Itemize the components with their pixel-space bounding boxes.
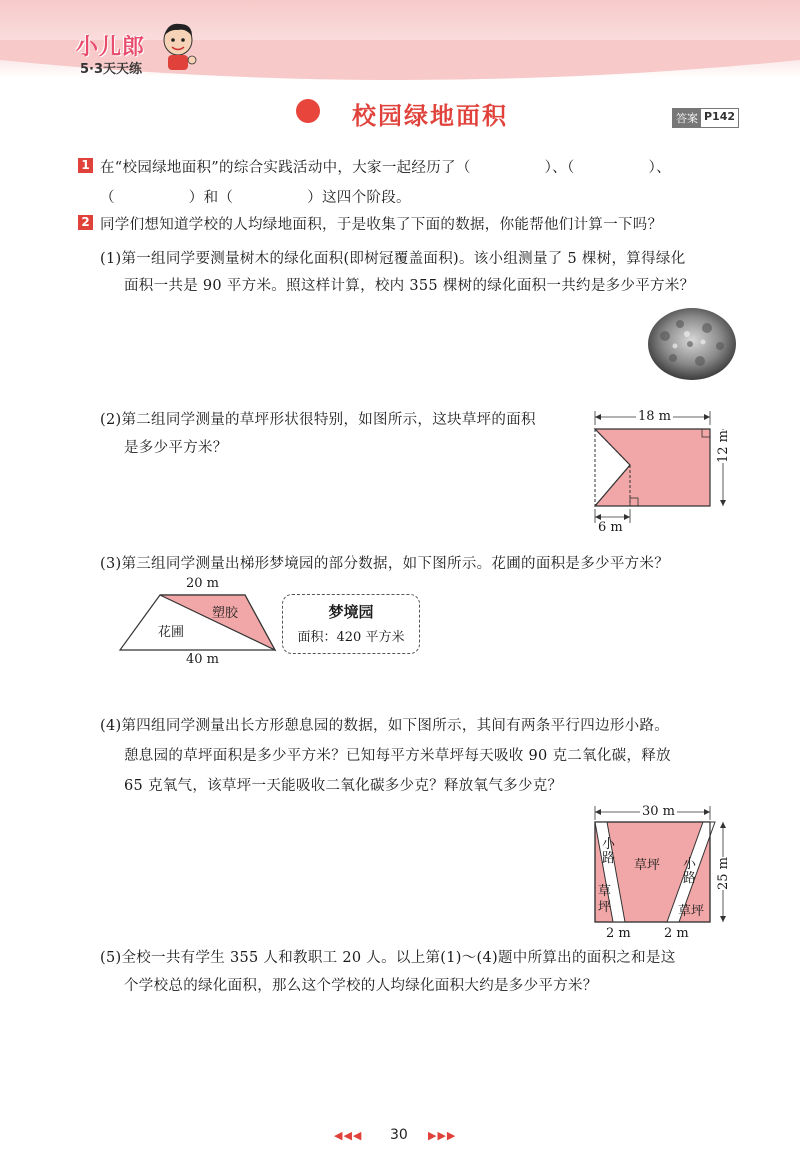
q2-part4-line3: 65 克氧气，该草坪一天能吸收二氧化碳多少克？释放氧气多少克？ [124,778,563,794]
left-path-width-label: 2 m [606,926,631,941]
q2-part5-line2: 个学校总的绿化面积，那么这个学校的人均绿化面积大约是多少平方米？ [124,978,598,994]
rest-garden-height-label: 25 m [716,856,731,890]
next-arrows-icon: ▶▶▶ [428,1129,457,1142]
trapezoid-figure [115,590,285,655]
question-number-2: 2 [78,215,93,230]
dream-garden-area: 面积：420 平方米 [297,630,405,645]
trapezoid-bottom-label: 40 m [186,652,220,667]
flower-bed-label: 花圃 [158,625,185,640]
lawn-height-label: 12 m [716,429,731,463]
right-grass-label: 草坪 [678,904,705,919]
q1-line2: （ ）和（ ）这四个阶段。 [100,190,411,206]
title-dot-icon [296,99,320,123]
q1-line1: 在“校园绿地面积”的综合实践活动中，大家一起经历了（ ）、（ ）、 [100,160,671,176]
q2-part2-line2: 是多少平方米？ [124,440,228,456]
tree-canopy-image [645,306,739,382]
rest-garden-width-label: 30 m [642,804,676,819]
q2-part4-line1: (4)第四组同学测量出长方形憩息园的数据，如下图所示，其间有两条平行四边形小路。 [100,718,670,734]
q2-part3-line1: (3)第三组同学测量出梯形梦境园的部分数据，如下图所示。花圃的面积是多少平方米？ [100,556,670,572]
trapezoid-top-label: 20 m [186,576,220,591]
lawn-notch-label: 6 m [598,520,623,535]
answer-page: P142 [704,110,736,123]
question-number-1: 1 [78,158,93,173]
logo: 小儿郎 [76,35,146,60]
page-number: 30 [390,1127,408,1143]
prev-arrows-icon: ◀◀◀ [334,1129,363,1142]
plastic-area-label: 塑胶 [212,606,239,621]
left-grass-label: 草坪 [598,884,612,915]
lawn-width-label: 18 m [638,409,672,424]
q2-part1-line1: (1)第一组同学要测量树木的绿化面积(即树冠覆盖面积)。该小组测量了 5 棵树，算得绿化 [100,251,686,267]
answer-reference [672,108,739,128]
right-path-width-label: 2 m [664,926,689,941]
q2-part2-line1: (2)第二组同学测量的草坪形状很特别，如图所示，这块草坪的面积 [100,412,536,428]
answer-label: 答案 [673,109,701,127]
dream-garden-box [282,594,420,654]
center-grass-label: 草坪 [634,858,661,873]
q2-part1-line2: 面积一共是 90 平方米。照这样计算，校内 355 棵树的绿化面积一共约是多少平方米？ [124,278,695,294]
page-title: 校园绿地面积 [352,102,508,130]
left-path-label: 小路 [602,837,616,866]
q2-part5-line1: (5)全校一共有学生 355 人和教职工 20 人。以上第(1)～(4)题中所算出的面积之和是这 [100,950,676,966]
logo-sub: 5·3天天练 [80,62,143,77]
q2-part4-line2: 憩息园的草坪面积是多少平方米？已知每平方米草坪每天吸收 90 克二氧化碳，释放 [124,748,671,764]
q2-intro: 同学们想知道学校的人均绿地面积，于是收集了下面的数据，你能帮他们计算一下吗？ [100,217,663,233]
right-path-label: 小路 [683,857,697,886]
mascot-icon [158,20,198,72]
lawn-figure [585,405,735,535]
dream-garden-title: 梦境园 [328,603,374,621]
